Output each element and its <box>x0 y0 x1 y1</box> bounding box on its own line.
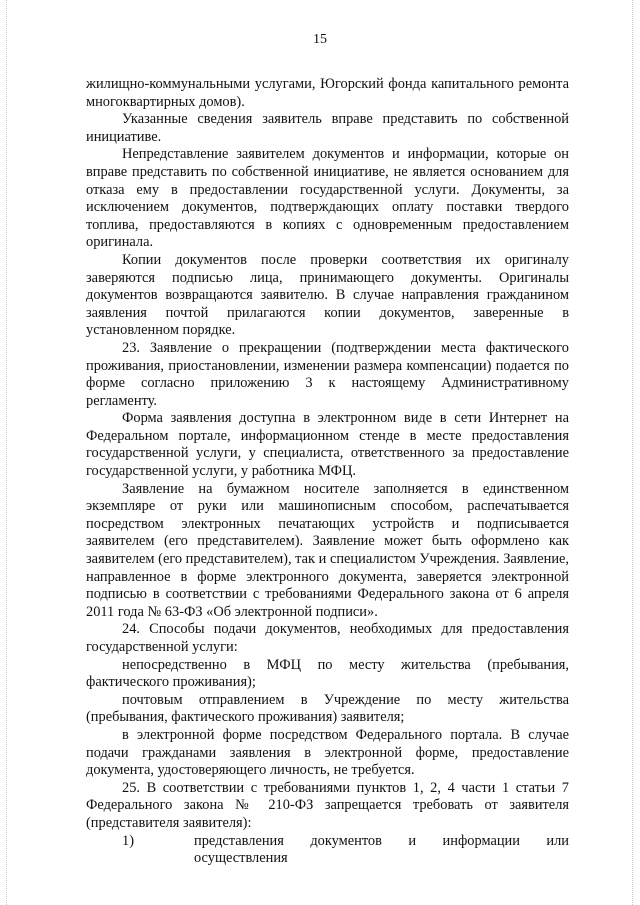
paragraph-continuation: жилищно-коммунальными услугами, Югорский фонда капитального ремонта многоквартирных домов). <box>86 76 569 110</box>
page-number: 15 <box>313 32 327 47</box>
paragraph-clause-24: 24. Способы подачи документов, необходимых для предоставления государственной услуги: <box>86 621 569 655</box>
paragraph-method-mfc: непосредственно в МФЦ по месту жительства (пребывания, фактического проживания); <box>86 656 569 691</box>
scan-edge-left <box>6 0 8 905</box>
list-item <box>86 833 569 868</box>
paragraph-own-initiative: Указанные сведения заявитель вправе представить по собственной инициативе. <box>86 111 569 145</box>
document-body <box>86 76 569 868</box>
paragraph-paper-application: Заявление на бумажном носителе заполняется в единственном экземпляре от руки или машинописным способом, распечатывается посредством электронных печатающих устройств и подписывается заявителем (его представителем). Заявление может быть оформлено как заявителем (его представителем), так и специалистом Учреждения. Заявление, направленное в форме электронного документа, заверяется электронной подписью в соответствии с требованиями Федерального закона от 6 апреля 2011 года № 63-ФЗ «Об электронной подписи». <box>86 480 569 620</box>
paragraph-form-availability: Форма заявления доступна в электронном виде в сети Интернет на Федеральном портале, информационном стенде в месте предоставления государственной услуги, у специалиста, ответственного за предоставление государственной услуги, у работника МФЦ. <box>86 410 569 480</box>
paragraph-clause-25: 25. В соответствии с требованиями пунктов 1, 2, 4 части 1 статьи 7 Федерального закона № 210-ФЗ запрещается требовать от заявителя (представителя заявителя): <box>86 779 569 831</box>
paragraph-copies: Копии документов после проверки соответствия их оригиналу заверяются подписью лица, принимающего документы. Оригиналы документов возвращаются заявителю. В случае направления гражданином заявления почтой прилагаются копии документов, заверенные в установленном порядке. <box>86 251 569 339</box>
scan-edge-right <box>632 0 634 905</box>
paragraph-clause-23: 23. Заявление о прекращении (подтверждении места фактического проживания, приостановлении, изменении размера компенсации) подается по форме согласно приложению 3 к настоящему Административному регламенту. <box>86 339 569 409</box>
paragraph-method-electronic: в электронной форме посредством Федерального портала. В случае подачи гражданами заявления в электронной форме, предоставление документа, удостоверяющего личность, не требуется. <box>86 726 569 779</box>
paragraph-method-post: почтовым отправлением в Учреждение по месту жительства (пребывания, фактического проживания) заявителя; <box>86 691 569 726</box>
paragraph-non-submission: Непредставление заявителем документов и информации, которые он вправе представить по собственной инициативе, не является основанием для отказа ему в предоставлении государственной услуги. Документы, за исключением документов, подтверждающих оплату поставки твердого топлива, предоставляются в копиях с одновременным предоставлением оригинала. <box>86 146 569 251</box>
list-item-number: 1) <box>122 832 134 849</box>
list-item-text: представления документов и информации или осуществления <box>194 832 569 867</box>
